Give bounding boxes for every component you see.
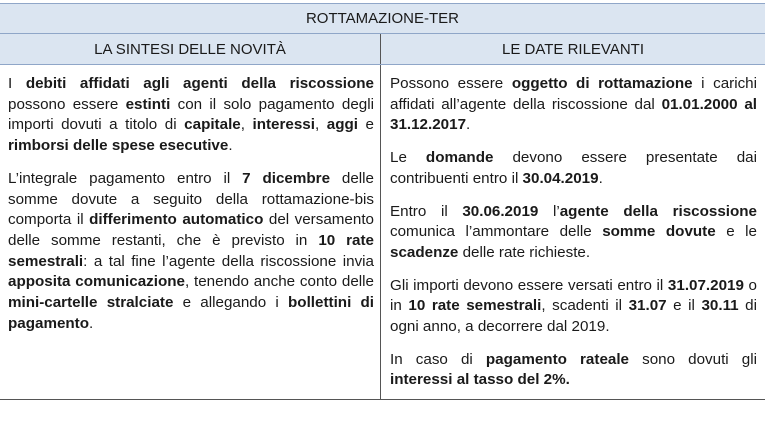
bold-text: somme dovute: [602, 223, 716, 241]
bold-text: scadenze: [390, 243, 459, 261]
bold-text: 7 dicembre: [242, 169, 331, 187]
bold-text: estinti: [125, 95, 171, 113]
bold-text: rimborsi delle spese esecutive: [8, 137, 229, 155]
text-run: .: [89, 314, 94, 332]
bold-text: differimento automatico: [89, 211, 264, 229]
text-run: del versamento delle somme restanti, che è previsto in: [8, 211, 374, 249]
bold-text: 30.11: [701, 297, 739, 315]
text-run: L’integrale pagamento entro il: [8, 169, 243, 187]
text-run: con il solo pagamento degli importi dovuti a titolo di: [8, 95, 375, 134]
text-run: Possono essere: [390, 75, 512, 92]
dates-paragraph-4: [390, 276, 757, 338]
text-run: Entro il: [390, 202, 463, 220]
text-run: di ogni anno, a decorrere dal 2019.: [390, 297, 757, 336]
header-right-label: LE DATE RILEVANTI: [502, 40, 644, 58]
bold-text: apposita comunicazione: [8, 273, 185, 291]
text-run: delle somme dovute a seguito della rottamazione-bis comporta il: [8, 169, 375, 229]
dates-paragraph-2: [390, 148, 757, 189]
text-run: , tenendo anche conto delle: [184, 273, 374, 291]
bold-text: interessi: [252, 116, 315, 134]
bold-text: debiti affidati agli agenti della riscossione: [25, 75, 374, 92]
bold-text: bollettini di pagamento: [8, 294, 375, 332]
summary-table: [0, 3, 765, 400]
bold-text: 10 rate semestrali: [408, 297, 542, 315]
header-left: [0, 34, 381, 64]
header-left-label: LA SINTESI DELLE NOVITÀ: [94, 40, 286, 58]
header-row: [0, 34, 765, 65]
text-run: e le: [715, 223, 757, 241]
bold-text: 31.07.2019: [667, 276, 744, 294]
text-run: I: [8, 75, 26, 92]
text-run: l’: [538, 202, 560, 220]
bold-text: pagamento rateale: [485, 350, 629, 368]
bold-text: oggetto di rottamazione: [511, 75, 693, 92]
text-run: ,: [314, 116, 327, 134]
bold-text: agente della riscossione: [559, 202, 757, 220]
text-run: comunica l’ammontare delle: [390, 223, 603, 241]
text-run: o in: [390, 276, 757, 315]
dates-paragraph-1: [390, 74, 757, 136]
text-run: sono dovuti gli: [629, 350, 757, 368]
text-run: .: [466, 116, 471, 134]
text-run: e il: [666, 297, 702, 315]
text-run: delle rate richieste.: [458, 243, 591, 261]
bold-text: 30.06.2019: [462, 202, 539, 220]
dates-paragraph-3: [390, 202, 757, 264]
bold-text: capitale: [184, 116, 241, 134]
content-row: [0, 65, 765, 399]
table-title: ROTTAMAZIONE-TER: [305, 10, 460, 27]
text-run: In caso di: [390, 350, 486, 368]
dates-paragraph-5: [390, 350, 757, 391]
bold-text: 01.01.2000 al 31.12.2017: [390, 95, 757, 134]
bold-text: domande: [425, 149, 494, 167]
text-run: Le: [390, 149, 426, 167]
bold-text: aggi: [326, 116, 358, 134]
summary-paragraph-2: [8, 169, 374, 335]
bold-text: 30.04.2019: [522, 169, 599, 187]
text-run: , scadenti il: [541, 297, 629, 315]
table-title-row: [0, 4, 765, 34]
summary-cell: [0, 65, 381, 399]
text-run: e allegando i: [173, 294, 289, 312]
text-run: Gli importi devono essere versati entro il: [390, 276, 668, 294]
text-run: ,: [240, 116, 253, 134]
text-run: possono essere: [8, 95, 126, 113]
bold-text: mini-cartelle stralciate: [8, 294, 174, 312]
text-run: .: [598, 169, 603, 187]
summary-paragraph-1: [8, 74, 374, 157]
bold-text: 31.07: [628, 297, 667, 315]
dates-cell: [381, 65, 765, 399]
bold-text: 10 rate semestrali: [8, 231, 374, 270]
text-run: i carichi affidati all’agente della riscossione dal: [390, 75, 758, 113]
bold-text: interessi al tasso del 2%.: [390, 371, 570, 389]
text-run: : a tal fine l’agente della riscossione invia: [83, 252, 374, 270]
text-run: devono essere presentate dai contribuenti entro il: [390, 149, 757, 187]
header-right: [381, 34, 765, 64]
text-run: e: [357, 116, 374, 134]
text-run: .: [228, 137, 233, 155]
